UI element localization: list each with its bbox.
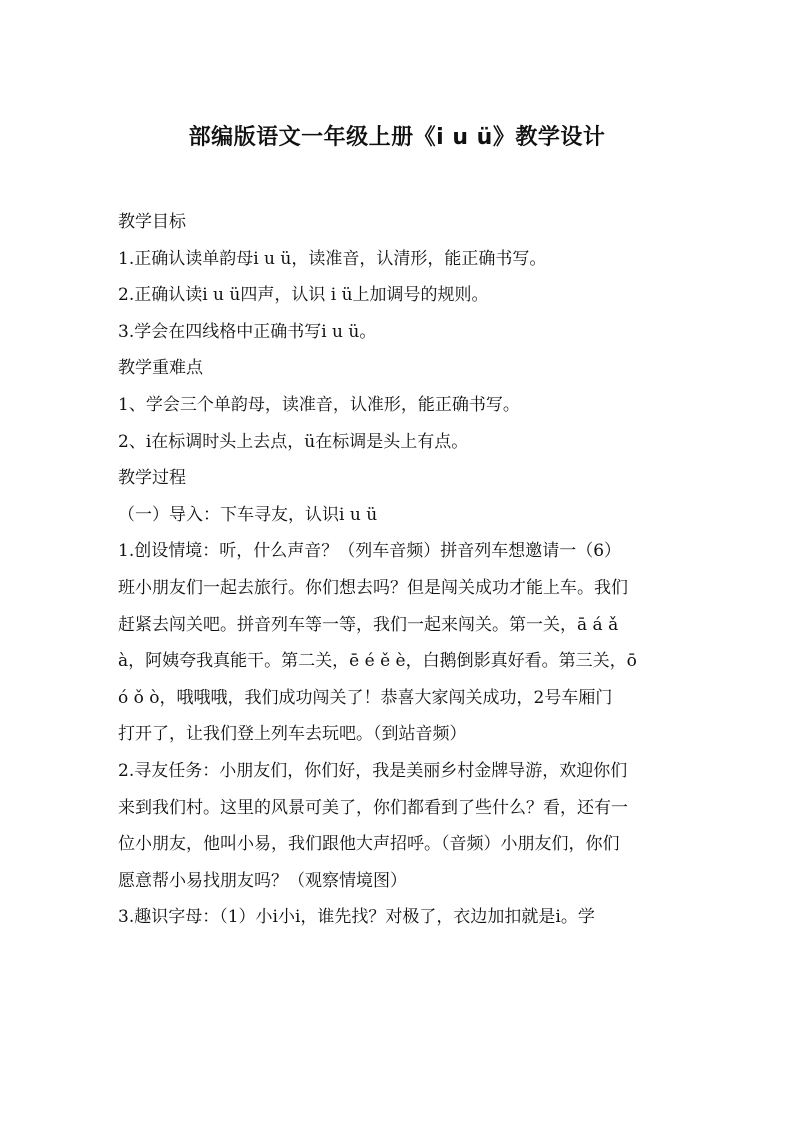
text-line: 赶紧去闯关吧。拼音列车等一等，我们一起来闯关。第一关，ā á ǎ [118, 614, 619, 635]
section-heading-goals: 教学目标 [118, 212, 186, 232]
text-line: 愿意帮小易找朋友吗？（观察情境图） [118, 870, 407, 891]
text-line: 打开了，让我们登上列车去玩吧。（到站音频） [118, 724, 467, 745]
text-line: 来到我们村。这里的风景可美了，你们都看到了些什么？看，还有一 [118, 797, 628, 818]
text-line: 3.学会在四线格中正确书写i u ü。 [118, 321, 377, 342]
text-line: 班小朋友们一起去旅行。你们想去吗？但是闯关成功才能上车。我们 [118, 577, 628, 598]
text-line: 1.正确认读单韵母i u ü，读准音，认清形，能正确书写。 [118, 248, 547, 269]
text-line: à，阿姨夸我真能干。第二关，ē é ě è，白鹅倒影真好看。第三关，ō [118, 651, 637, 672]
text-line: 2、i在标调时头上去点，ü在标调是头上有点。 [118, 431, 469, 452]
section-heading-process: 教学过程 [118, 468, 186, 489]
text-line: 1.创设情境：听，什么声音？（列车音频）拼音列车想邀请一（6） [118, 541, 622, 562]
text-line: 2.正确认读i u ü四声，认识 i ü上加调号的规则。 [118, 285, 489, 306]
subsection-heading: （一）导入：下车寻友，认识i u ü [118, 504, 378, 525]
document-title: 部编版语文一年级上册《i u ü》教学设计 [188, 125, 606, 150]
section-heading-key-points: 教学重难点 [118, 358, 203, 379]
document-body [118, 204, 678, 936]
text-line: 位小朋友，他叫小易，我们跟他大声招呼。（音频）小朋友们，你们 [118, 834, 620, 855]
text-line: 2.寻友任务：小朋友们，你们好，我是美丽乡村金牌导游，欢迎你们 [118, 760, 628, 781]
text-line: ó ǒ ò，哦哦哦，我们成功闯关了！恭喜大家闯关成功，2号车厢门 [118, 687, 613, 708]
text-line: 3.趣识字母：（1）小i小i，谁先找？对极了，衣边加扣就是i。学 [118, 907, 595, 928]
text-line: 1、学会三个单韵母，读准音，认准形，能正确书写。 [118, 394, 520, 415]
